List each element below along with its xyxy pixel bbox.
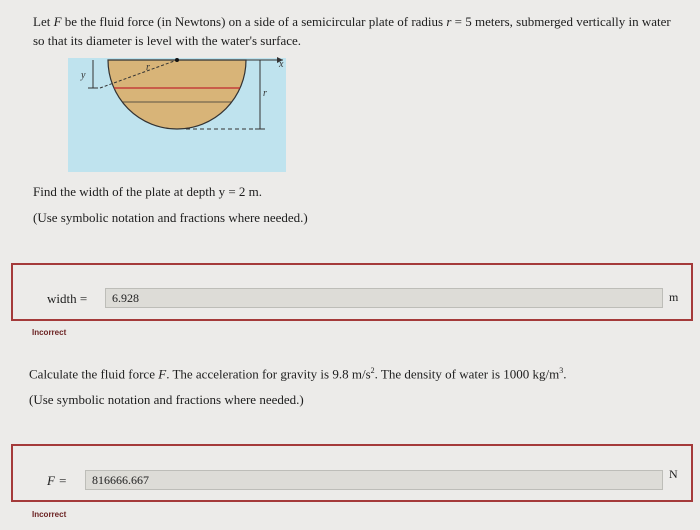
problem-text-part: Let: [33, 14, 54, 29]
force-unit: N: [669, 467, 678, 481]
exponent: 2: [370, 366, 375, 375]
part1-answer-box: [11, 263, 693, 321]
part2-answer-box: [11, 444, 693, 502]
var-f: F: [53, 14, 62, 29]
width-unit: m: [669, 290, 679, 304]
part2-question-part: Calculate the fluid force: [29, 366, 159, 382]
width-label: width =: [47, 291, 88, 306]
problem-text-part: be the fluid force (in Newtons) on a side of a semicircular plate of radius: [61, 14, 447, 29]
part2-question: [29, 366, 567, 382]
var-r: r: [446, 14, 452, 29]
var-f: F: [158, 366, 167, 382]
part1-status-incorrect: Incorrect: [32, 328, 67, 337]
part1-question: Find the width of the plate at depth y = 2 m.: [33, 184, 263, 199]
label-x: x: [279, 59, 284, 70]
semicircle-plate-figure: [68, 50, 286, 172]
part2-question-part: .: [563, 366, 567, 382]
problem-statement: [33, 12, 683, 50]
force-input[interactable]: 816666.667: [85, 470, 663, 490]
label-y: y: [81, 70, 86, 81]
part2-question-part: . The density of water is 1000 kg/m: [374, 366, 560, 382]
part2-status-incorrect: Incorrect: [32, 510, 67, 519]
part1-hint: (Use symbolic notation and fractions where needed.): [33, 210, 308, 225]
center-point: [175, 58, 179, 62]
part2-question-part: . The acceleration for gravity is 9.8 m/s: [166, 366, 371, 382]
label-r-side: r: [263, 88, 267, 99]
part2-hint: (Use symbolic notation and fractions where needed.): [29, 392, 304, 407]
label-r-top: r: [146, 62, 150, 73]
problem-text-part: = 5 meters, submerged vertically in water so that its diameter is level with the water's surface.: [33, 14, 671, 48]
exponent: 3: [559, 366, 564, 375]
force-label: F =: [47, 473, 67, 488]
width-input[interactable]: 6.928: [105, 288, 663, 308]
